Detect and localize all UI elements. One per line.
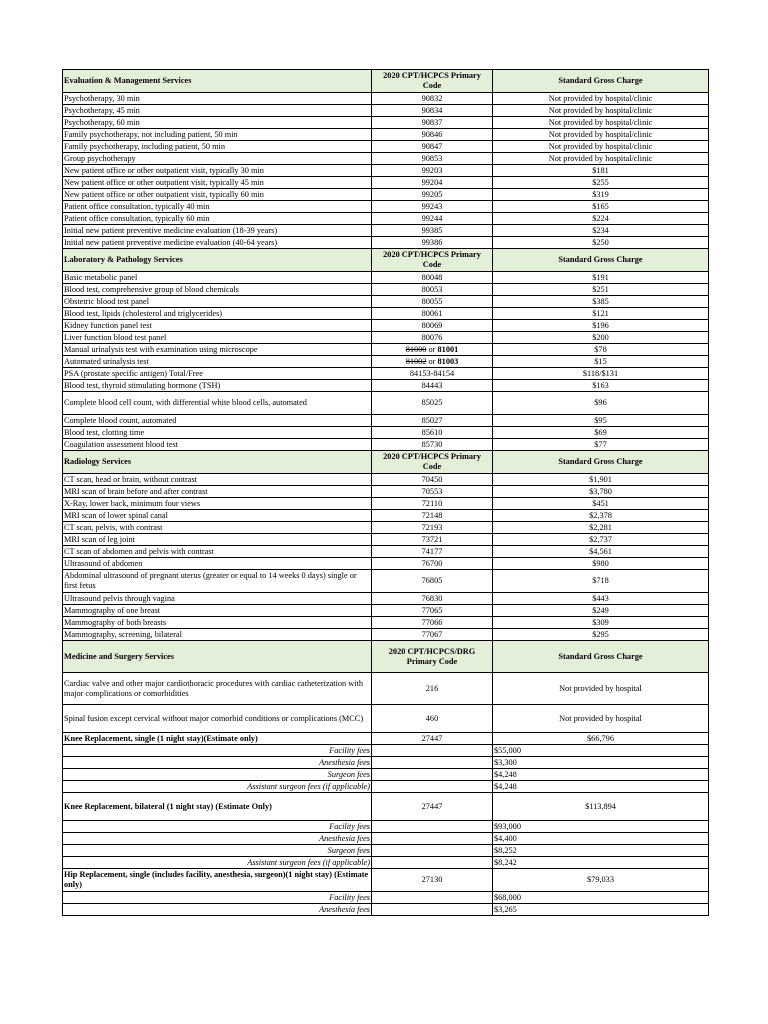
cpt-code: 99386 bbox=[372, 237, 493, 249]
fee-row bbox=[63, 892, 709, 904]
service-description: Blood test, lipids (cholesterol and triglycerides) bbox=[63, 308, 372, 320]
fee-row bbox=[63, 845, 709, 857]
gross-charge: $319 bbox=[493, 189, 709, 201]
section-header-row bbox=[63, 70, 709, 93]
cpt-code: 72148 bbox=[372, 510, 493, 522]
fee-label: Assistant surgeon fees (if applicable) bbox=[63, 781, 372, 793]
table-row bbox=[63, 474, 709, 486]
table-row bbox=[63, 213, 709, 225]
service-description: CT scan of abdomen and pelvis with contrast bbox=[63, 546, 372, 558]
code-column-header: 2020 CPT/HCPCS/DRG Primary Code bbox=[372, 641, 493, 673]
service-description: Blood test, clotting time bbox=[63, 427, 372, 439]
table-row bbox=[63, 201, 709, 213]
cpt-code: 80048 bbox=[372, 272, 493, 284]
cpt-code: 73721 bbox=[372, 534, 493, 546]
service-description: Psychotherapy, 60 min bbox=[63, 117, 372, 129]
cpt-code: 99385 bbox=[372, 225, 493, 237]
table-row bbox=[63, 558, 709, 570]
cpt-code: 99205 bbox=[372, 189, 493, 201]
section-header-row bbox=[63, 641, 709, 673]
service-description: Patient office consultation, typically 60 min bbox=[63, 213, 372, 225]
fee-label: Surgeon fees bbox=[63, 845, 372, 857]
gross-charge: $4,561 bbox=[493, 546, 709, 558]
table-row bbox=[63, 617, 709, 629]
fee-row bbox=[63, 745, 709, 757]
procedure-row bbox=[63, 793, 709, 821]
table-row bbox=[63, 629, 709, 641]
cpt-code: 80061 bbox=[372, 308, 493, 320]
cpt-code: 99204 bbox=[372, 177, 493, 189]
cpt-code: 76700 bbox=[372, 558, 493, 570]
gross-charge: Not provided by hospital/clinic bbox=[493, 129, 709, 141]
table-row bbox=[63, 225, 709, 237]
gross-charge: $718 bbox=[493, 570, 709, 593]
service-description: MRI scan of brain before and after contrast bbox=[63, 486, 372, 498]
service-description: Ultrasound pelvis through vagina bbox=[63, 593, 372, 605]
fee-row bbox=[63, 769, 709, 781]
procedure-title: Hip Replacement, single (includes facility, anesthesia, surgeon)(1 night stay) (Estimate only) bbox=[63, 869, 372, 892]
gross-charge: $2,737 bbox=[493, 534, 709, 546]
gross-charge: $163 bbox=[493, 380, 709, 392]
table-row bbox=[63, 368, 709, 380]
table-row bbox=[63, 498, 709, 510]
fee-row bbox=[63, 857, 709, 869]
old-code: 81000 bbox=[405, 345, 427, 354]
service-description: Coagulation assessment blood test bbox=[63, 439, 372, 451]
gross-charge: $255 bbox=[493, 177, 709, 189]
procedure-title: Knee Replacement, bilateral (1 night stay) (Estimate Only) bbox=[63, 793, 372, 821]
cpt-code: 70450 bbox=[372, 474, 493, 486]
cpt-code bbox=[372, 344, 493, 356]
gross-charge: $234 bbox=[493, 225, 709, 237]
cpt-code: 72193 bbox=[372, 522, 493, 534]
gross-charge: Not provided by hospital/clinic bbox=[493, 153, 709, 165]
table-row bbox=[63, 392, 709, 415]
fee-code-empty bbox=[372, 745, 493, 757]
fee-amount: $55,000 bbox=[493, 745, 709, 757]
fee-label: Facility fees bbox=[63, 745, 372, 757]
cpt-code: 80069 bbox=[372, 320, 493, 332]
table-row bbox=[63, 141, 709, 153]
gross-charge: $66,796 bbox=[493, 733, 709, 745]
fee-amount: $93,000 bbox=[493, 821, 709, 833]
gross-charge: Not provided by hospital/clinic bbox=[493, 93, 709, 105]
new-code: 81003 bbox=[437, 357, 459, 366]
table-row bbox=[63, 308, 709, 320]
table-row bbox=[63, 570, 709, 593]
cpt-code: 27130 bbox=[372, 869, 493, 892]
gross-charge: $69 bbox=[493, 427, 709, 439]
service-description: Family psychotherapy, including patient, 50 min bbox=[63, 141, 372, 153]
gross-charge: Not provided by hospital/clinic bbox=[493, 117, 709, 129]
gross-charge: $121 bbox=[493, 308, 709, 320]
fee-amount: $3,300 bbox=[493, 757, 709, 769]
service-description: Mammography of both breasts bbox=[63, 617, 372, 629]
service-description: New patient office or other outpatient visit, typically 60 min bbox=[63, 189, 372, 201]
fee-amount: $8,242 bbox=[493, 857, 709, 869]
cpt-code: 85610 bbox=[372, 427, 493, 439]
gross-charge: $78 bbox=[493, 344, 709, 356]
gross-charge: Not provided by hospital bbox=[493, 705, 709, 733]
service-description: PSA (prostate specific antigen) Total/Free bbox=[63, 368, 372, 380]
cpt-code: 72110 bbox=[372, 498, 493, 510]
fee-code-empty bbox=[372, 857, 493, 869]
fee-code-empty bbox=[372, 892, 493, 904]
table-row bbox=[63, 93, 709, 105]
charge-column-header: Standard Gross Charge bbox=[493, 451, 709, 474]
fee-label: Surgeon fees bbox=[63, 769, 372, 781]
gross-charge: $3,780 bbox=[493, 486, 709, 498]
service-description: CT scan, pelvis, with contrast bbox=[63, 522, 372, 534]
cpt-code: 90834 bbox=[372, 105, 493, 117]
table-row bbox=[63, 486, 709, 498]
gross-charge: $250 bbox=[493, 237, 709, 249]
fee-amount: $68,000 bbox=[493, 892, 709, 904]
service-description: Blood test, comprehensive group of blood chemicals bbox=[63, 284, 372, 296]
gross-charge: $165 bbox=[493, 201, 709, 213]
section-header-row bbox=[63, 451, 709, 474]
code-column-header: 2020 CPT/HCPCS Primary Code bbox=[372, 70, 493, 93]
fee-label: Facility fees bbox=[63, 821, 372, 833]
gross-charge: $2,378 bbox=[493, 510, 709, 522]
gross-charge: $191 bbox=[493, 272, 709, 284]
service-description: MRI scan of leg joint bbox=[63, 534, 372, 546]
service-description: Mammography, screening, bilateral bbox=[63, 629, 372, 641]
gross-charge: $451 bbox=[493, 498, 709, 510]
cpt-code: 99243 bbox=[372, 201, 493, 213]
table-row bbox=[63, 673, 709, 705]
section-title: Laboratory & Pathology Services bbox=[63, 249, 372, 272]
cpt-code: 80055 bbox=[372, 296, 493, 308]
section-title: Medicine and Surgery Services bbox=[63, 641, 372, 673]
cpt-code: 85025 bbox=[372, 392, 493, 415]
cpt-code: 27447 bbox=[372, 733, 493, 745]
fee-label: Assistant surgeon fees (if applicable) bbox=[63, 857, 372, 869]
fee-row bbox=[63, 833, 709, 845]
fee-row bbox=[63, 781, 709, 793]
cpt-code: 460 bbox=[372, 705, 493, 733]
table-row bbox=[63, 296, 709, 308]
cpt-code: 27447 bbox=[372, 793, 493, 821]
price-table-body bbox=[63, 70, 709, 916]
service-description: MRI scan of lower spinal canal bbox=[63, 510, 372, 522]
gross-charge: $118/$131 bbox=[493, 368, 709, 380]
price-transparency-sheet bbox=[62, 69, 709, 916]
cpt-code: 76805 bbox=[372, 570, 493, 593]
fee-code-empty bbox=[372, 845, 493, 857]
table-row bbox=[63, 153, 709, 165]
table-row bbox=[63, 105, 709, 117]
gross-charge: $77 bbox=[493, 439, 709, 451]
cpt-code: 216 bbox=[372, 673, 493, 705]
cpt-code: 84443 bbox=[372, 380, 493, 392]
gross-charge: Not provided by hospital/clinic bbox=[493, 141, 709, 153]
fee-amount: $4,248 bbox=[493, 769, 709, 781]
gross-charge: $95 bbox=[493, 415, 709, 427]
gross-charge: $385 bbox=[493, 296, 709, 308]
service-description: Initial new patient preventive medicine evaluation (18-39 years) bbox=[63, 225, 372, 237]
price-table bbox=[62, 69, 709, 916]
gross-charge: $1,901 bbox=[493, 474, 709, 486]
gross-charge: $309 bbox=[493, 617, 709, 629]
cpt-code: 80053 bbox=[372, 284, 493, 296]
procedure-title: Knee Replacement, single (1 night stay)(Estimate only) bbox=[63, 733, 372, 745]
fee-code-empty bbox=[372, 769, 493, 781]
service-description: Complete blood cell count, with differential white blood cells, automated bbox=[63, 392, 372, 415]
table-row bbox=[63, 332, 709, 344]
cpt-code: 99244 bbox=[372, 213, 493, 225]
gross-charge: $295 bbox=[493, 629, 709, 641]
cpt-code: 76830 bbox=[372, 593, 493, 605]
table-row bbox=[63, 510, 709, 522]
fee-amount: $3,265 bbox=[493, 904, 709, 916]
service-description: Basic metabolic panel bbox=[63, 272, 372, 284]
table-row bbox=[63, 165, 709, 177]
service-description: Psychotherapy, 30 min bbox=[63, 93, 372, 105]
table-row bbox=[63, 272, 709, 284]
charge-column-header: Standard Gross Charge bbox=[493, 70, 709, 93]
table-row bbox=[63, 705, 709, 733]
table-row bbox=[63, 546, 709, 558]
gross-charge: $2,281 bbox=[493, 522, 709, 534]
section-title: Radiology Services bbox=[63, 451, 372, 474]
cpt-code: 80076 bbox=[372, 332, 493, 344]
gross-charge: $980 bbox=[493, 558, 709, 570]
gross-charge: $113,894 bbox=[493, 793, 709, 821]
fee-code-empty bbox=[372, 757, 493, 769]
fee-row bbox=[63, 904, 709, 916]
service-description: New patient office or other outpatient visit, typically 30 min bbox=[63, 165, 372, 177]
service-description: Kidney function panel test bbox=[63, 320, 372, 332]
fee-code-empty bbox=[372, 833, 493, 845]
service-description: Ultrasound of abdomen bbox=[63, 558, 372, 570]
cpt-code: 90837 bbox=[372, 117, 493, 129]
cpt-code: 99203 bbox=[372, 165, 493, 177]
service-description: Complete blood count, automated bbox=[63, 415, 372, 427]
gross-charge: $15 bbox=[493, 356, 709, 368]
table-row bbox=[63, 380, 709, 392]
gross-charge: $249 bbox=[493, 605, 709, 617]
table-row bbox=[63, 415, 709, 427]
cpt-code: 74177 bbox=[372, 546, 493, 558]
service-description: X-Ray, lower back, minimum four views bbox=[63, 498, 372, 510]
service-description: Spinal fusion except cervical without major comorbid conditions or complications (MCC) bbox=[63, 705, 372, 733]
gross-charge: $224 bbox=[493, 213, 709, 225]
fee-code-empty bbox=[372, 781, 493, 793]
service-description: Initial new patient preventive medicine evaluation (40-64 years) bbox=[63, 237, 372, 249]
fee-code-empty bbox=[372, 821, 493, 833]
service-description: Family psychotherapy, not including patient, 50 min bbox=[63, 129, 372, 141]
service-description: Manual urinalysis test with examination using microscope bbox=[63, 344, 372, 356]
procedure-row bbox=[63, 733, 709, 745]
gross-charge: Not provided by hospital bbox=[493, 673, 709, 705]
old-code: 81002 bbox=[405, 357, 427, 366]
fee-row bbox=[63, 821, 709, 833]
table-row bbox=[63, 605, 709, 617]
service-description: Group psychotherapy bbox=[63, 153, 372, 165]
service-description: CT scan, head or brain, without contrast bbox=[63, 474, 372, 486]
service-description: Psychotherapy, 45 min bbox=[63, 105, 372, 117]
service-description: Cardiac valve and other major cardiothoracic procedures with cardiac catheterization with major complications or comorbidities bbox=[63, 673, 372, 705]
cpt-code: 85027 bbox=[372, 415, 493, 427]
cpt-code: 77067 bbox=[372, 629, 493, 641]
fee-label: Anesthesia fees bbox=[63, 757, 372, 769]
table-row bbox=[63, 522, 709, 534]
code-column-header: 2020 CPT/HCPCS Primary Code bbox=[372, 451, 493, 474]
service-description: Obstetric blood test panel bbox=[63, 296, 372, 308]
table-row bbox=[63, 237, 709, 249]
cpt-code: 85730 bbox=[372, 439, 493, 451]
table-row bbox=[63, 344, 709, 356]
cpt-code bbox=[372, 356, 493, 368]
table-row bbox=[63, 439, 709, 451]
table-row bbox=[63, 320, 709, 332]
service-description: Abdominal ultrasound of pregnant uterus (greater or equal to 14 weeks 0 days) single or first fetus bbox=[63, 570, 372, 593]
charge-column-header: Standard Gross Charge bbox=[493, 641, 709, 673]
cpt-code: 70553 bbox=[372, 486, 493, 498]
service-description: Automated urinalysis test bbox=[63, 356, 372, 368]
code-column-header: 2020 CPT/HCPCS Primary Code bbox=[372, 249, 493, 272]
section-title: Evaluation & Management Services bbox=[63, 70, 372, 93]
cpt-code: 84153-84154 bbox=[372, 368, 493, 380]
table-row bbox=[63, 593, 709, 605]
cpt-code: 90846 bbox=[372, 129, 493, 141]
gross-charge: $443 bbox=[493, 593, 709, 605]
service-description: New patient office or other outpatient visit, typically 45 min bbox=[63, 177, 372, 189]
table-row bbox=[63, 534, 709, 546]
gross-charge: $196 bbox=[493, 320, 709, 332]
table-row bbox=[63, 177, 709, 189]
gross-charge: $251 bbox=[493, 284, 709, 296]
service-description: Mammography of one breast bbox=[63, 605, 372, 617]
fee-amount: $4,248 bbox=[493, 781, 709, 793]
fee-row bbox=[63, 757, 709, 769]
gross-charge: $181 bbox=[493, 165, 709, 177]
fee-amount: $4,400 bbox=[493, 833, 709, 845]
service-description: Blood test, thyroid stimulating hormone (TSH) bbox=[63, 380, 372, 392]
service-description: Liver function blood test panel bbox=[63, 332, 372, 344]
fee-code-empty bbox=[372, 904, 493, 916]
cpt-code: 90832 bbox=[372, 93, 493, 105]
gross-charge: Not provided by hospital/clinic bbox=[493, 105, 709, 117]
table-row bbox=[63, 427, 709, 439]
code-joiner: or bbox=[428, 357, 436, 366]
section-header-row bbox=[63, 249, 709, 272]
fee-label: Anesthesia fees bbox=[63, 833, 372, 845]
gross-charge: $96 bbox=[493, 392, 709, 415]
table-row bbox=[63, 129, 709, 141]
cpt-code: 90853 bbox=[372, 153, 493, 165]
gross-charge: $200 bbox=[493, 332, 709, 344]
cpt-code: 77066 bbox=[372, 617, 493, 629]
table-row bbox=[63, 284, 709, 296]
fee-label: Facility fees bbox=[63, 892, 372, 904]
charge-column-header: Standard Gross Charge bbox=[493, 249, 709, 272]
service-description: Patient office consultation, typically 40 min bbox=[63, 201, 372, 213]
table-row bbox=[63, 117, 709, 129]
new-code: 81001 bbox=[437, 345, 459, 354]
fee-label: Anesthesia fees bbox=[63, 904, 372, 916]
cpt-code: 90847 bbox=[372, 141, 493, 153]
table-row bbox=[63, 356, 709, 368]
gross-charge: $79,033 bbox=[493, 869, 709, 892]
code-joiner: or bbox=[428, 345, 436, 354]
cpt-code: 77065 bbox=[372, 605, 493, 617]
procedure-row bbox=[63, 869, 709, 892]
fee-amount: $8,252 bbox=[493, 845, 709, 857]
table-row bbox=[63, 189, 709, 201]
